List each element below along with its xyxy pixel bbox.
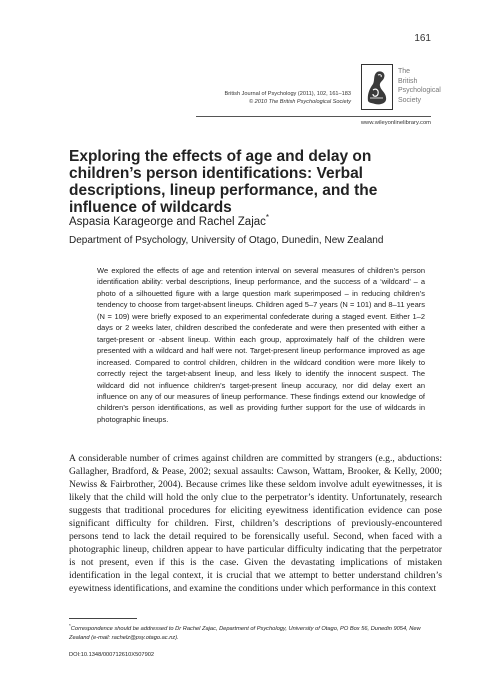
abstract: We explored the effects of age and retention interval on several measures of children’s person identification ability: verbal descriptions, lineup performance, and the success of a ‘wildcard’ – a photo of a silhouetted figure with a large question mark superimposed – in reducing children’s tendency to choose from target-absent lineups. Children aged 5–7 years (N = 101) and 8–11 years (N = 109) were briefly exposed to an experimental confederate during a staged event. Either 1–2 days or 2 weeks later, children described the confederate and were then presented with either a target-present or -absent lineup. Within each group, approximately half of the children were presented with a wildcard and half were not. Target-present lineup performance improved as age increased. Compared to control children, children in the wildcard condition were more likely to correctly reject the target-absent lineup, and less likely to identify the innocent suspect. The wildcard did not influence children’s target-present lineup accuracy, nor did delay exert an influence on any of our measures of lineup performance. These findings extend our knowledge of children’s person identifications, as well as providing further support for the use of wildcards in photographic lineups. — [97, 266, 425, 424]
header-rule — [196, 116, 431, 117]
footnote-rule — [69, 618, 137, 619]
footnote-text: Correspondence should be addressed to Dr Rachel Zajac, Department of Psychology, University of Otago, PO Box 56, Dunedin 9054, New Zealand (e-mail: rachelz@psy.otago.ac.nz). — [69, 625, 421, 641]
society-name: The British Psychological Society — [398, 68, 441, 104]
body-paragraph: A considerable number of crimes against children are committed by strangers (e.g., abductions: Gallagher, Bradford, & Pease, 2002; sexual assaults: Cawson, Wattam, Brooker, & Kelly, 2000; Newiss & Fairbrother, 2004). Because crimes like these seldom involve adult eyewitnesses, it is likely that the child will hold the only clue to the perpetrator’s identity. Unfortunately, research suggests that traditional procedures for eliciting eyewitness identification evidence can pose significant difficulty for children. First, children’s descriptions of previously-encountered persons tend to lack the detail required to be forensically useful. Second, when faced with a photographic lineup, children appear to have particular difficulty indicating that the perpetrator is not present, even if this is the case. Given the devastating implications of mistaken identification in the legal context, it is crucial that we attempt to better understand children’s eyewitness identifications, and examine the conditions under which performance in this context — [69, 453, 442, 595]
copyright-notice: © 2010 The British Psychological Society — [248, 99, 351, 105]
page-number: 161 — [414, 33, 431, 44]
author-footnote-mark[interactable]: * — [265, 213, 270, 222]
authors: Aspasia Karageorge and Rachel Zajac — [69, 215, 266, 228]
website-link[interactable]: www.wileyonlinelibrary.com — [360, 120, 431, 126]
correspondence-footnote — [69, 621, 441, 643]
author-list — [69, 213, 269, 228]
journal-citation: British Journal of Psychology (2011), 102, 161–183 — [224, 91, 351, 97]
journal-citation-block — [225, 90, 351, 106]
footnote-mark: * — [69, 623, 71, 628]
society-logo-icon — [361, 64, 393, 110]
affiliation: Department of Psychology, University of Otago, Dunedin, New Zealand — [69, 235, 384, 246]
doi[interactable]: DOI:10.1348/000712610X507902 — [69, 652, 155, 658]
article-title: Exploring the effects of age and delay on children’s person identifications: Verbal descriptions, lineup performance, and the influence of wildcards — [69, 148, 378, 216]
